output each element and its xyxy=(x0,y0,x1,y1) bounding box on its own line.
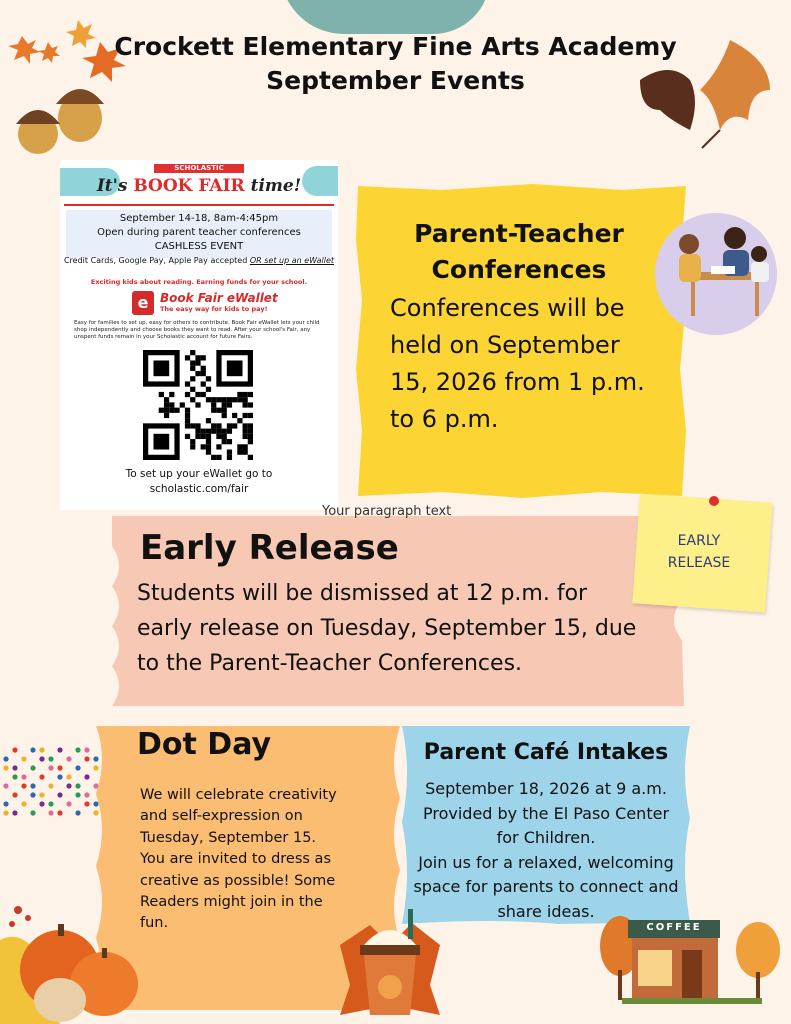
parent-cafe-line-3: Join us for a relaxed, welcoming space for parents to connect and share ideas. xyxy=(413,852,679,921)
parent-cafe-body xyxy=(402,777,690,924)
fair-open: Open during parent teacher conferences xyxy=(97,227,301,238)
ewallet-subtitle: The easy way for kids to pay! xyxy=(160,305,268,313)
ewallet-link[interactable]: OR set up an eWallet xyxy=(249,256,335,265)
teal-blob-decoration xyxy=(280,0,490,34)
parent-cafe-line-2: Provided by the El Paso Center for Children. xyxy=(422,803,670,847)
flyer-divider xyxy=(64,204,334,206)
ewallet-description: Easy for families to set up, easy for others to contribute. Book Fair eWallet lets your child shop independently and choose books they want to read. After your school's Fair, any unspent funds remain in your Scholastic account for future Fairs. xyxy=(74,320,320,340)
sticky-note-text: EARLY RELEASE xyxy=(667,533,731,571)
pushpin-icon xyxy=(709,496,719,506)
conferences-body: Conferences will be held on September 15, 2026 from 1 p.m. to 6 p.m. xyxy=(390,294,645,433)
early-release-title: Early Release xyxy=(140,528,399,568)
parent-cafe-title: Parent Café Intakes xyxy=(423,740,669,765)
qr-code[interactable] xyxy=(143,350,253,460)
dot-day-title: Dot Day xyxy=(137,727,272,762)
placeholder-text: Your paragraph text xyxy=(322,504,452,519)
fair-payments xyxy=(60,254,338,267)
ewallet-title: Book Fair eWallet xyxy=(160,291,278,305)
pumpkin-icon xyxy=(0,900,160,1024)
ewallet-icon: e xyxy=(132,291,154,315)
title-pre: It's xyxy=(96,176,128,196)
pumpkin-spice-latte-icon xyxy=(330,905,450,1024)
ewallet-setup-text: To set up your eWallet go to xyxy=(125,468,273,480)
payments-text: Credit Cards, Google Pay, Apple Pay accepted xyxy=(63,256,248,265)
coffee-sign: COFFEE xyxy=(646,922,702,933)
fair-cashless: CASHLESS EVENT xyxy=(154,241,244,252)
title-main: BOOK FAIR xyxy=(133,176,245,196)
ewallet-url[interactable]: scholastic.com/fair xyxy=(149,483,249,495)
title-line-2: September Events xyxy=(266,66,525,95)
book-fair-title xyxy=(60,176,338,196)
early-release-body: Students will be dismissed at 12 p.m. for early release on Tuesday, September 15, due to the Parent-Teacher Conferences. xyxy=(137,581,637,676)
teacher-parent-illustration xyxy=(655,222,777,332)
title-line-1: Crockett Elementary Fine Arts Academy xyxy=(114,32,677,61)
book-fair-flyer xyxy=(60,160,338,510)
conferences-title: Parent-Teacher Conferences xyxy=(414,219,624,284)
parent-cafe-line-1: September 18, 2026 at 9 a.m. xyxy=(425,779,667,798)
fair-dates: September 14-18, 8am-4:45pm xyxy=(119,213,279,224)
page-title xyxy=(0,30,791,98)
scholastic-logo: SCHOLASTIC xyxy=(154,164,244,173)
title-post: time! xyxy=(250,176,302,196)
fair-tagline: Exciting kids about reading. Earning funds for your school. xyxy=(90,278,308,286)
acorn-icon xyxy=(16,89,104,154)
dot-day-body: We will celebrate creativity and self-expression on Tuesday, September 15. You are invited to dress as creative as possible! Some Readers might join in the fun. xyxy=(140,787,337,932)
